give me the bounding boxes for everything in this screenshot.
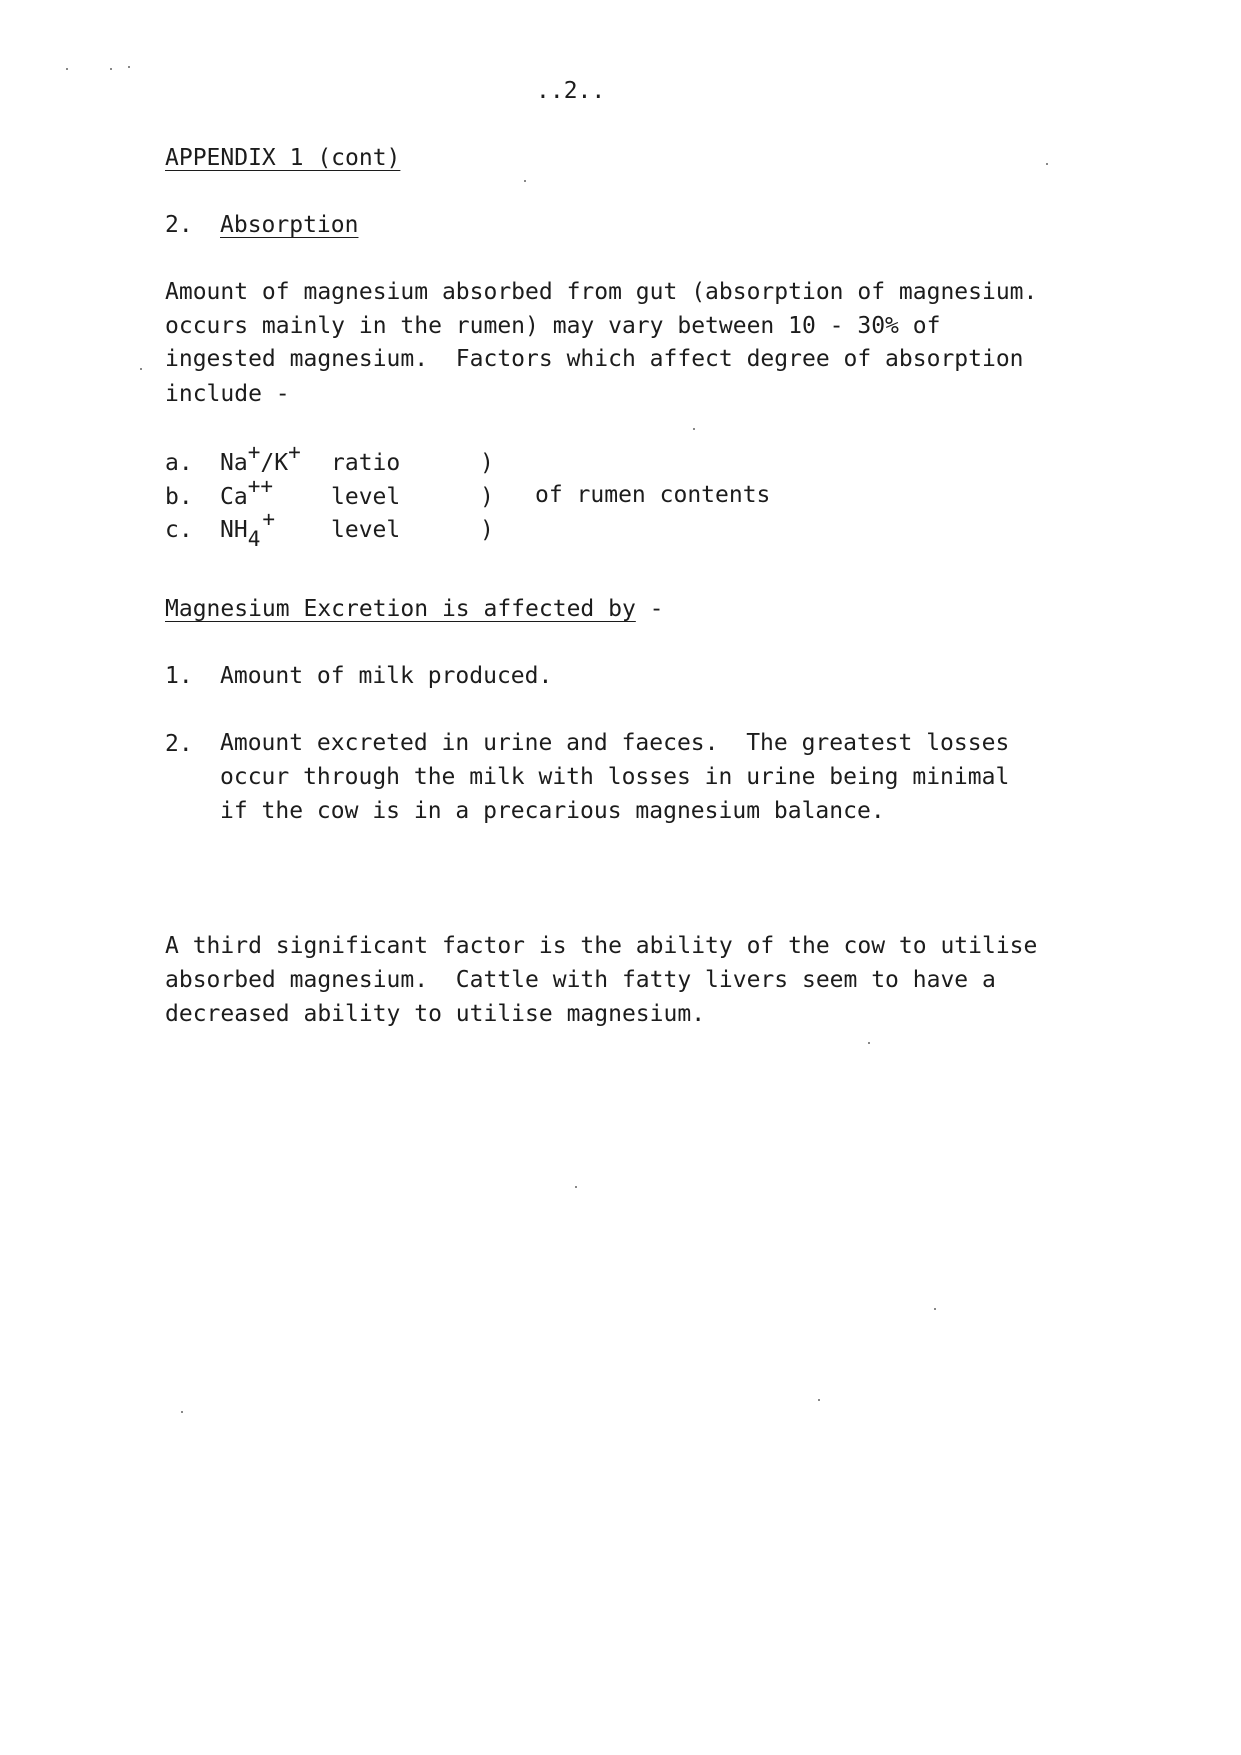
factor-bracket: ) <box>480 517 494 543</box>
scan-speck <box>1046 163 1048 165</box>
paragraph-line: decreased ability to utilise magnesium. <box>165 1001 706 1027</box>
list-item-text: Amount excreted in urine and faeces. The greatest losses <box>220 730 1010 756</box>
paragraph-line: Amount of magnesium absorbed from gut (absorption of magnesium. <box>165 279 1038 305</box>
scan-speck <box>181 1411 183 1413</box>
factor-formula <box>220 440 301 476</box>
scan-speck <box>693 428 695 430</box>
excretion-heading: Magnesium Excretion is affected by <box>165 596 636 622</box>
scan-speck <box>934 1308 936 1310</box>
formula-superscript: + <box>262 507 276 531</box>
formula-superscript: ++ <box>247 474 273 498</box>
scan-speck <box>524 180 526 182</box>
formula-base: NH <box>220 517 248 543</box>
list-item-number: 2. <box>165 731 193 757</box>
factor-formula <box>220 474 273 510</box>
paragraph-line: A third significant factor is the ability of the cow to utilise <box>165 933 1038 959</box>
formula-base: Ca <box>220 484 248 510</box>
formula-superscript: + <box>288 440 301 464</box>
factor-bracket: ) <box>480 484 494 510</box>
scan-speck <box>66 68 68 70</box>
formula-base: Na <box>220 450 248 476</box>
paragraph-line: ingested magnesium. Factors which affect degree of absorption <box>165 346 1024 372</box>
page-number: ..2.. <box>536 78 606 104</box>
list-item-number: 1. <box>165 663 193 689</box>
section-number: 2. <box>165 212 193 238</box>
appendix-heading: APPENDIX 1 (cont) <box>165 145 401 171</box>
factor-letter: b. <box>165 484 193 510</box>
paragraph-line: include - <box>165 381 290 407</box>
scan-speck <box>110 68 112 70</box>
list-item-text: if the cow is in a precarious magnesium balance. <box>220 798 885 824</box>
scan-speck <box>140 368 142 370</box>
factor-letter: a. <box>165 450 193 476</box>
list-item-text: occur through the milk with losses in urine being minimal <box>220 764 1010 790</box>
factor-measure: ratio <box>331 450 401 476</box>
factor-letter: c. <box>165 517 193 543</box>
scan-speck <box>128 66 130 68</box>
scan-speck <box>868 1042 870 1044</box>
excretion-heading-dash: - <box>635 596 664 622</box>
factor-bracket: ) <box>480 450 494 476</box>
formula-subscript: 4 <box>247 527 261 551</box>
factors-suffix: of rumen contents <box>535 482 771 508</box>
formula-base: /K <box>260 450 289 476</box>
paragraph-line: occurs mainly in the rumen) may vary between 10 - 30% of <box>165 313 941 339</box>
scan-speck <box>818 1399 820 1401</box>
factor-measure: level <box>331 484 401 510</box>
excretion-heading-line <box>165 598 664 621</box>
formula-superscript: + <box>247 440 261 464</box>
paragraph-line: absorbed magnesium. Cattle with fatty livers seem to have a <box>165 967 996 993</box>
section-title: Absorption <box>220 212 359 238</box>
factor-measure: level <box>331 517 401 543</box>
scan-speck <box>575 1186 577 1188</box>
factor-formula <box>220 507 276 551</box>
list-item-text: Amount of milk produced. <box>220 663 553 689</box>
